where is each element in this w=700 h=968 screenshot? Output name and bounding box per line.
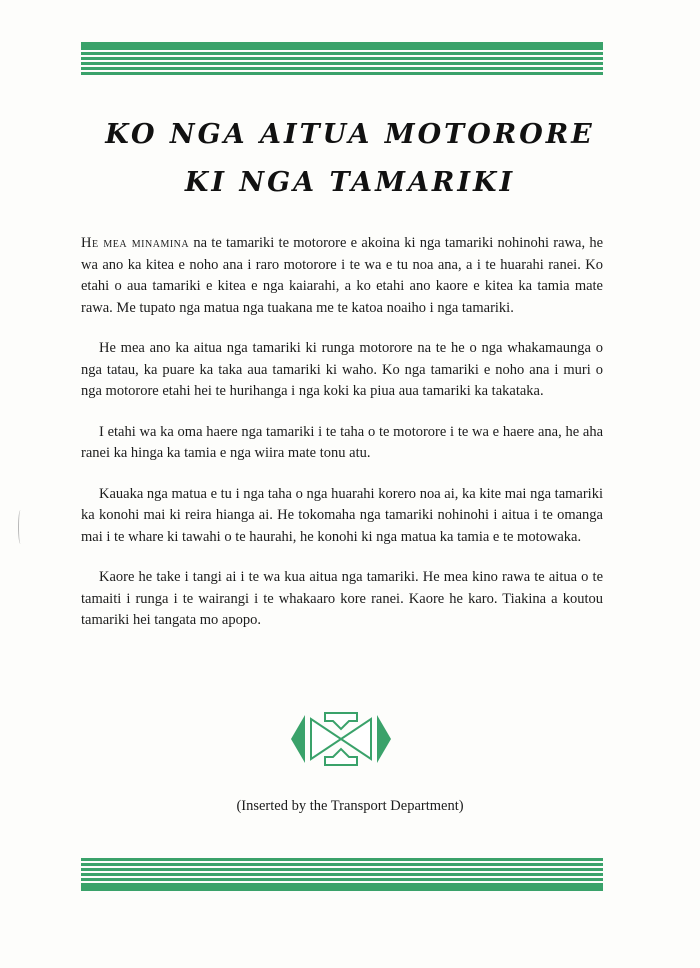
right-arrow-shape [377,715,391,763]
up-arrow-outline [325,749,357,765]
page-title-line-1: KO NGA AITUA MOTORORE [105,119,595,150]
paragraph-2: He mea ano ka aitua nga tamariki ki runga motorore na te he o nga whakamaunga o nga tatau, ka puare ka taka aua tamariki ki waho. Ko nga tamariki e noho ana i muri o nga motorore etahi hei te hurihanga i nga koki ka piua aua tamariki ka takataka. [81,340,603,399]
credit-line: (Inserted by the Transport Department) [236,798,464,814]
paragraph-4: Kauaka nga matua e tu i nga taha o nga huarahi korero noa ai, ka kite mai nga tamariki ka konohi mai ki reira hianga ai. He tokomaha nga tamariki nohinohi i aitua i te omanga mai i te whare ki tawahi o te haurahi, he konohi ki nga matua ka tamia e te motowaka. [81,485,603,545]
page-edge-mark [18,510,23,544]
page-title-line-2: KI NGA TAMARIKI [184,167,516,198]
left-arrow-shape [291,715,305,763]
down-arrow-outline [325,713,357,729]
article-body [81,233,603,651]
top-stripes-rule [81,42,603,75]
transport-arrows-emblem-icon [289,711,393,767]
paragraph-1 [81,233,603,319]
paragraph-3: I etahi wa ka oma haere nga tamariki i te taha o te motorore i te wa e haere ana, he aha ranei ka hinga ka tamia e nga wiira mate tonu atu. [81,423,603,461]
bottom-stripes-rule [81,858,603,891]
paragraph-1-lead: He mea minamina [81,235,190,251]
paragraph-5: Kaore he take i tangi ai i te wa kua aitua nga tamariki. He mea kino rawa te aitua o te tamaiti i runga i te wairangi i te whakaaro kore ranei. Kaore he karo. Tiakina a koutou tamariki hei tangata mo apopo. [81,569,603,628]
paragraph-1-text: na te tamariki te motorore e akoina ki nga tamariki nohinohi rawa, he wa ano ka kitea e noho ana i raro motorore i te wa e tu noa ana, a i te huarahi ranei. Ko etahi o aua tamariki e kitea e nga kaiarahi, a ko etahi ano kaore e kitea ka tamia mate rawa. Me tupato nga matua nga tuakana me te katoa noaiho i nga tamariki. [81,235,604,316]
